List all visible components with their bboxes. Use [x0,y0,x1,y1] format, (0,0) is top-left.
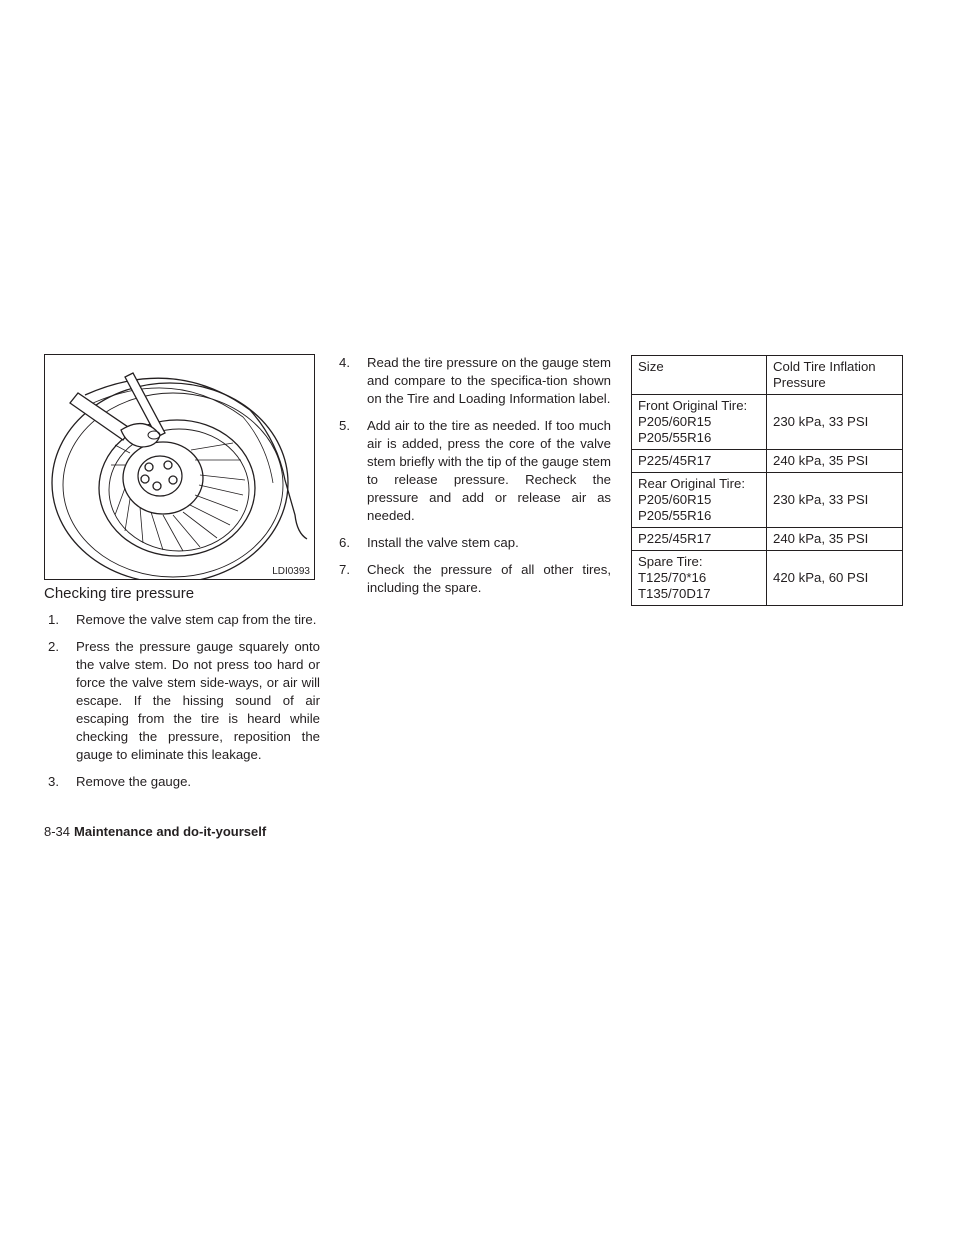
pressure-cell: 230 kPa, 33 PSI [767,473,903,528]
step-item [48,611,320,629]
table-row [632,473,903,528]
page-number: 8-34 [44,824,71,839]
size-cell: Front Original Tire: P205/60R15 P205/55R16 [632,395,767,450]
step-item [339,561,611,597]
step-number: 2. [48,639,59,654]
step-number: 4. [339,355,350,370]
steps-list-col1 [48,611,320,800]
pressure-cell: 240 kPa, 35 PSI [767,528,903,551]
footer-section-title: Maintenance and do-it-yourself [74,824,267,839]
pressure-cell: 420 kPa, 60 PSI [767,551,903,606]
table-row [632,528,903,551]
steps-list-col2 [339,354,611,606]
tire-pressure-table [631,355,903,606]
section-title: Checking tire pressure [44,585,195,602]
size-cell: P225/45R17 [632,528,767,551]
step-item [339,417,611,525]
step-text: Remove the valve stem cap from the tire. [76,612,317,627]
step-item [48,773,320,791]
step-text: Remove the gauge. [76,774,192,789]
size-cell: P225/45R17 [632,450,767,473]
step-number: 6. [339,535,350,550]
step-item [339,354,611,408]
table-row [632,551,903,606]
step-item [339,534,611,552]
page-footer [44,824,266,840]
step-text: Press the pressure gauge squarely onto the valve stem. Do not press too hard or force the valve stem side-ways, or air will escape. If the hissing sound of air escaping from the tire is heard while checking the pressure, reposition the gauge to eliminate this leakage. [76,639,320,762]
pressure-cell: 230 kPa, 33 PSI [767,395,903,450]
step-text: Check the pressure of all other tires, including the spare. [367,562,611,595]
table-row [632,395,903,450]
pressure-cell: 240 kPa, 35 PSI [767,450,903,473]
step-text: Add air to the tire as needed. If too much air is added, press the core of the valve stem briefly with the tip of the gauge stem to release pressure. Recheck the pressure and add or release air as needed. [367,418,611,523]
table-header-row [632,356,903,395]
step-number: 1. [48,612,59,627]
step-item [48,638,320,764]
step-number: 5. [339,418,350,433]
step-number: 3. [48,774,59,789]
tire-gauge-illustration-icon [45,355,315,580]
step-text: Install the valve stem cap. [367,535,519,550]
table-row [632,450,903,473]
tire-gauge-figure [44,354,315,580]
size-cell: Rear Original Tire: P205/60R15 P205/55R16 [632,473,767,528]
header-size: Size [632,356,767,395]
figure-code: LDI0393 [272,566,310,577]
header-pressure: Cold Tire Inflation Pressure [767,356,903,395]
size-cell: Spare Tire: T125/70*16 T135/70D17 [632,551,767,606]
step-number: 7. [339,562,350,577]
step-text: Read the tire pressure on the gauge stem and compare to the specifica-tion shown on the Tire and Loading Information label. [367,355,611,406]
